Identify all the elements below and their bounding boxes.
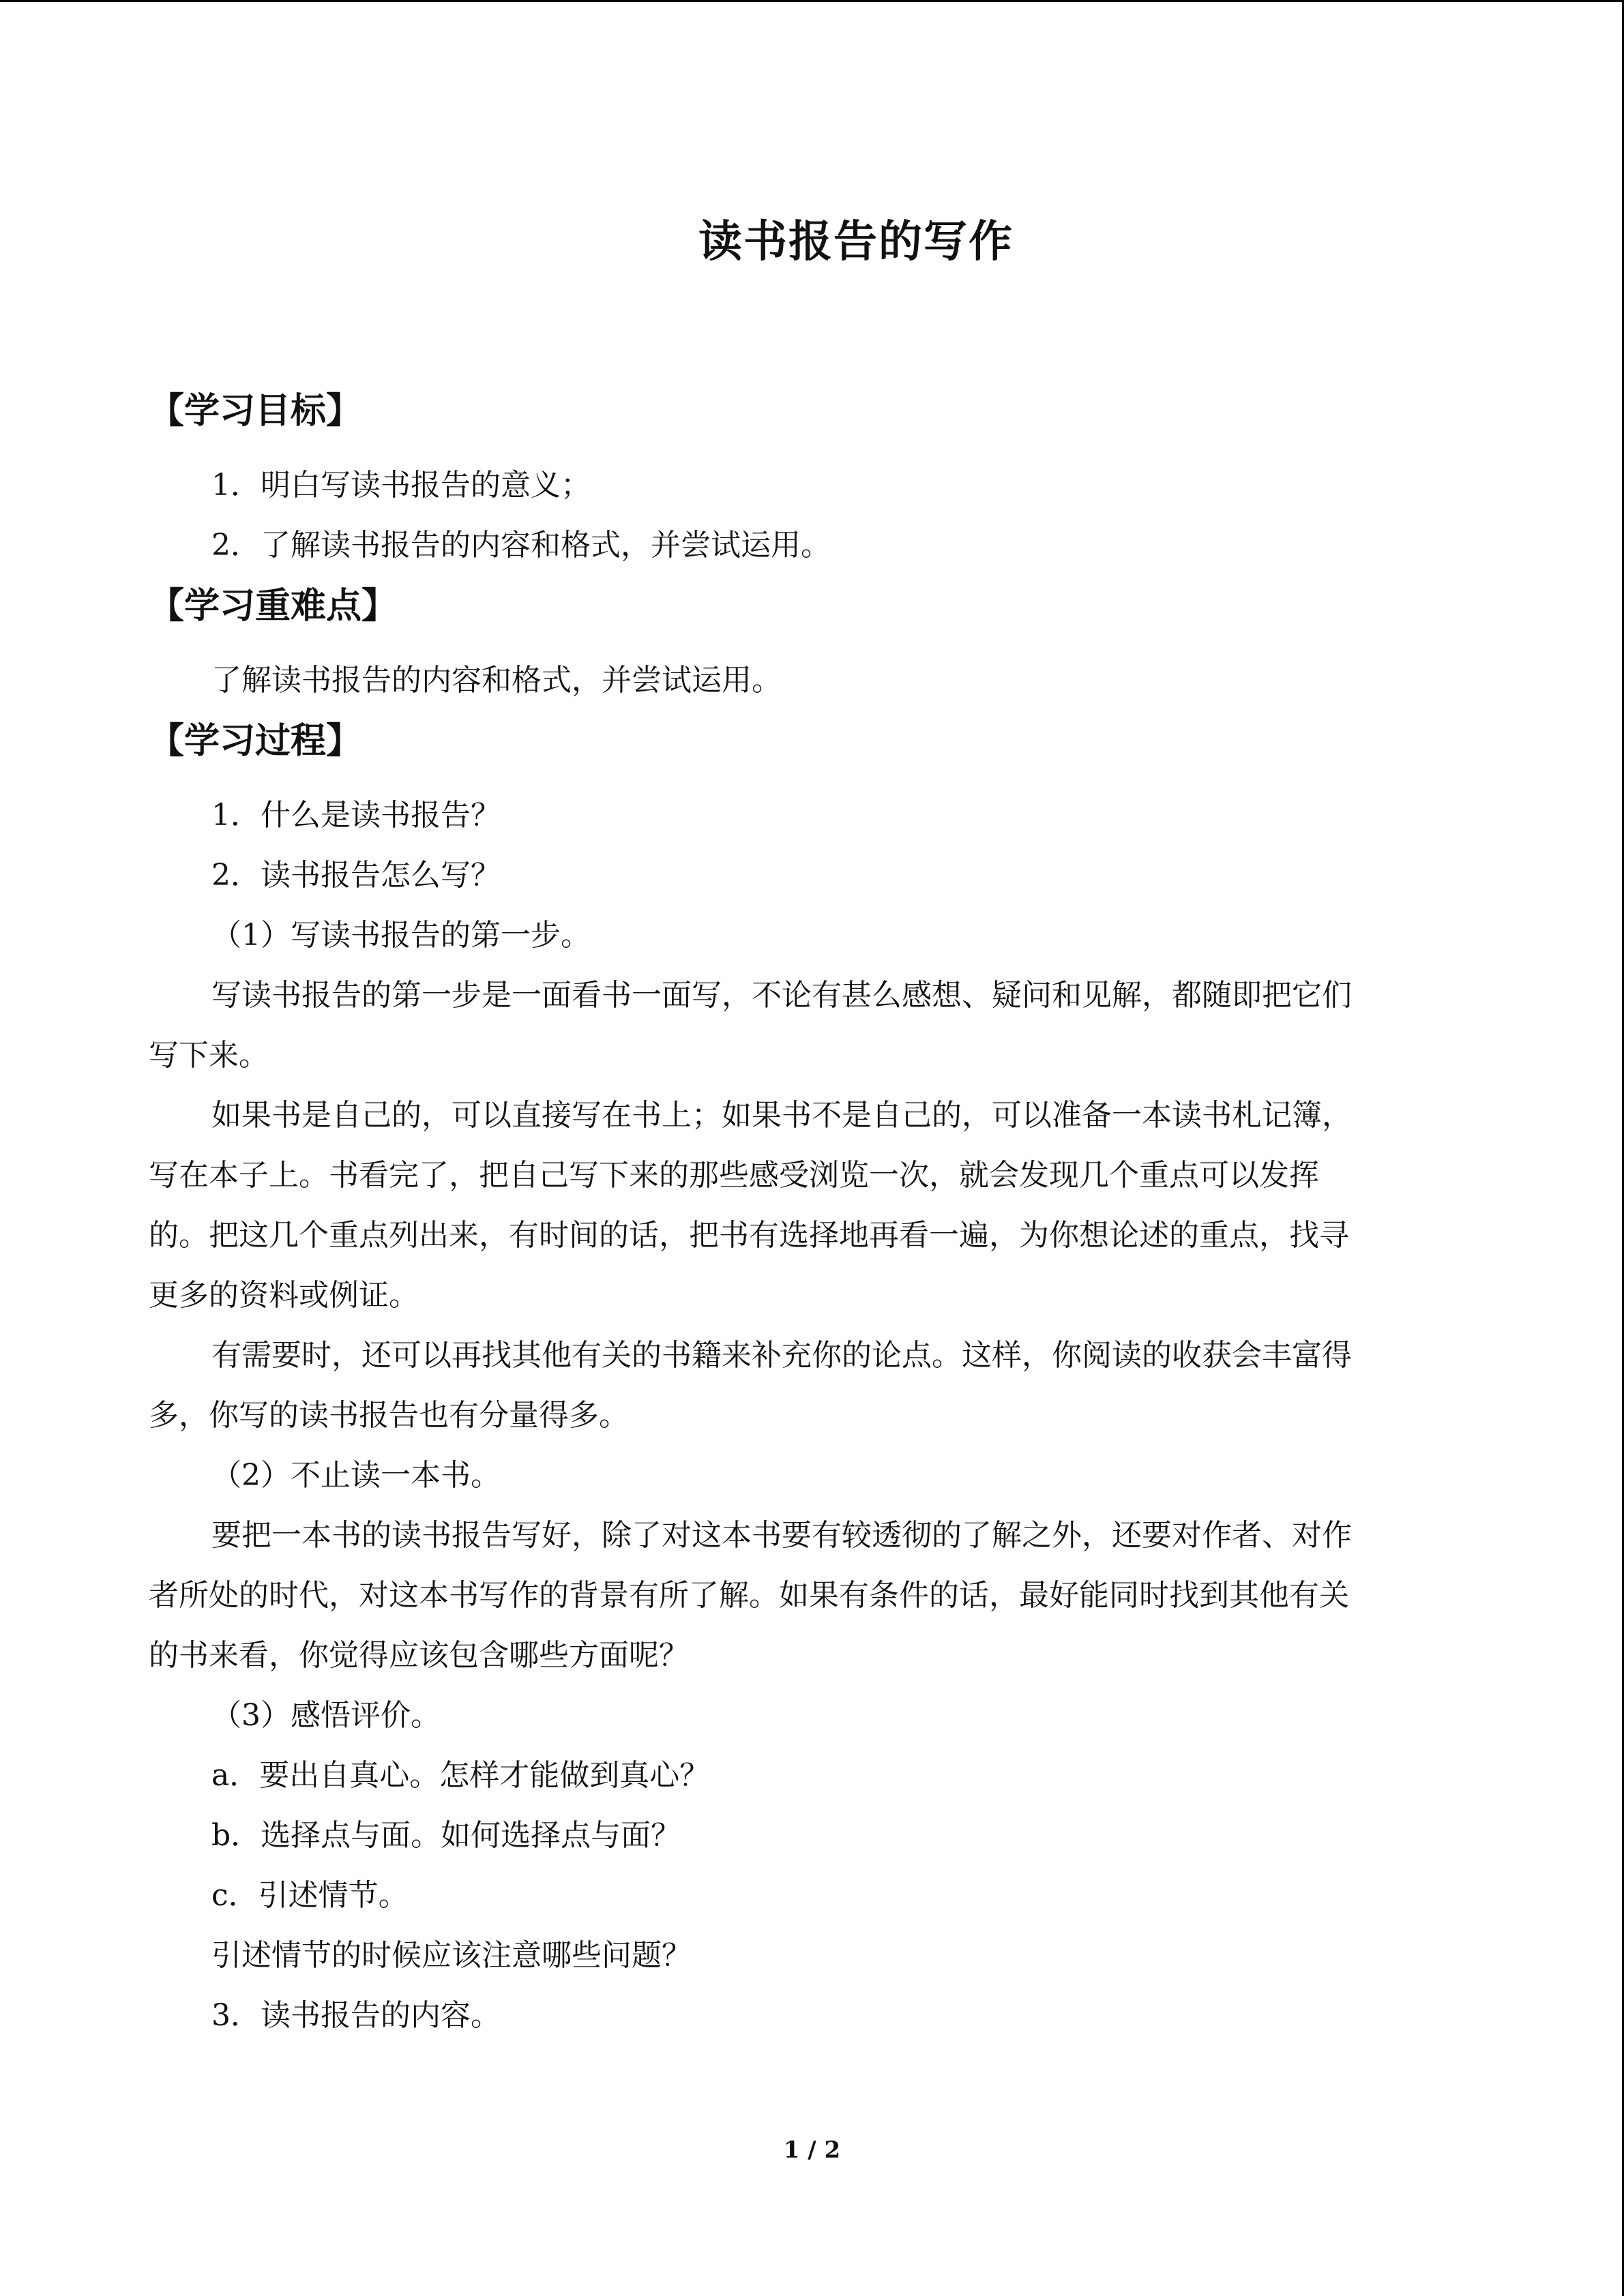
step-3-title: （3）感悟评价。 [211, 1698, 441, 1733]
goal-item-1: 1．明白写读书报告的意义； [211, 468, 591, 503]
step-1-paragraph-2-line-1: 如果书是自己的，可以直接写在书上；如果书不是自己的，可以准备一本读书札记簿， [211, 1098, 1352, 1133]
document-body [149, 381, 1458, 2046]
step-2-paragraph-line-3: 的书来看，你觉得应该包含哪些方面呢？ [149, 1638, 689, 1673]
step-3-item-a: a．要出自真心。怎样才能做到真心？ [211, 1758, 710, 1793]
step-1-paragraph-1-line-2: 写下来。 [149, 1038, 269, 1073]
step-3-item-c-question: 引述情节的时候应该注意哪些问题？ [211, 1938, 692, 1973]
step-1-paragraph-2-line-2: 写在本子上。书看完了，把自己写下来的那些感受浏览一次，就会发现几个重点可以发挥 [149, 1158, 1319, 1193]
page-title: 读书报告的写作 [698, 217, 1014, 267]
step-3-item-b: b．选择点与面。如何选择点与面？ [211, 1818, 681, 1853]
section-heading-key-points: 【学习重难点】 [149, 586, 398, 627]
step-1-paragraph-2-line-4: 更多的资料或例证。 [149, 1278, 419, 1313]
step-2-paragraph-line-2: 者所处的时代，对这本书写作的背景有所了解。如果有条件的话，最好能同时找到其他有关 [149, 1578, 1349, 1613]
goal-item-2: 2．了解读书报告的内容和格式，并尝试运用。 [211, 528, 831, 563]
step-2-paragraph-line-1: 要把一本书的读书报告写好，除了对这本书要有较透彻的了解之外，还要对作者、对作 [211, 1518, 1352, 1553]
process-question-2: 2．读书报告怎么写？ [211, 858, 501, 893]
page-number: 1 / 2 [783, 2136, 841, 2164]
section-heading-process: 【学习过程】 [149, 721, 362, 762]
step-1-paragraph-3-line-2: 多，你写的读书报告也有分量得多。 [149, 1398, 629, 1433]
step-1-paragraph-1-line-1: 写读书报告的第一步是一面看书一面写，不论有甚么感想、疑问和见解，都随即把它们 [211, 978, 1352, 1013]
step-1-paragraph-3-line-1: 有需要时，还可以再找其他有关的书籍来补充你的论点。这样，你阅读的收获会丰富得 [211, 1338, 1352, 1373]
step-2-title: （2）不止读一本书。 [211, 1458, 501, 1493]
section-heading-goals: 【学习目标】 [149, 391, 362, 432]
process-question-3: 3．读书报告的内容。 [211, 1998, 501, 2033]
step-1-title: （1）写读书报告的第一步。 [211, 918, 591, 953]
key-points-text: 了解读书报告的内容和格式，并尝试运用。 [211, 663, 782, 698]
process-question-1: 1．什么是读书报告？ [211, 798, 501, 833]
step-1-paragraph-2-line-3: 的。把这几个重点列出来，有时间的话，把书有选择地再看一遍，为你想论述的重点，找寻 [149, 1218, 1349, 1253]
step-3-item-c: c．引述情节。 [211, 1878, 409, 1913]
